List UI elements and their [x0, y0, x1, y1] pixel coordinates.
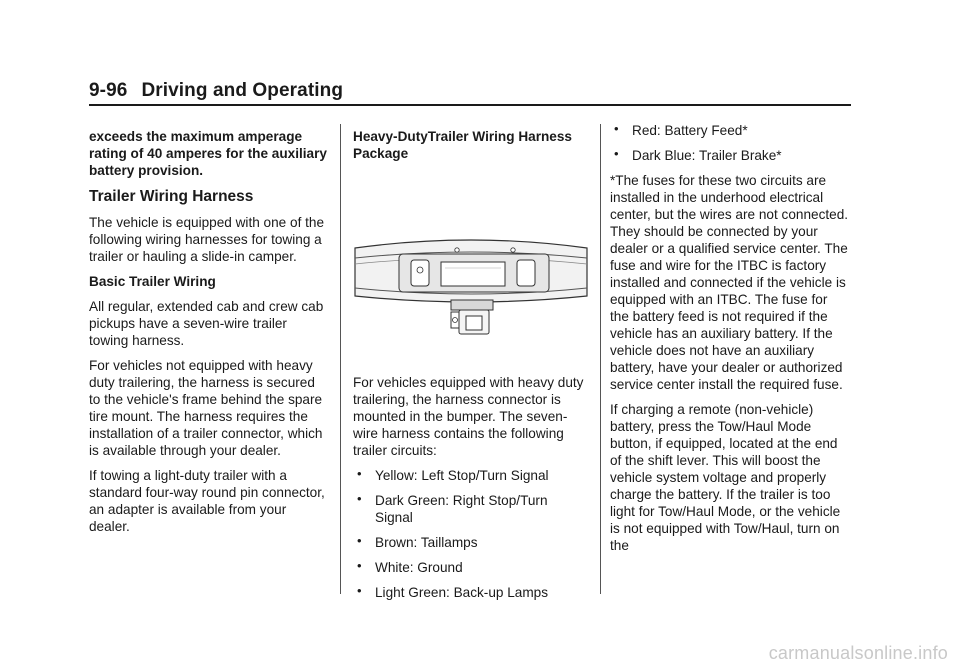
list-item: • Brown: Taillamps [357, 533, 478, 550]
column-2 [353, 128, 588, 609]
bullet-icon: • [614, 121, 619, 136]
section-name: Driving and Operating [141, 80, 344, 101]
column-3 [610, 122, 850, 562]
bumper-connector-illustration [353, 210, 589, 340]
paragraph: For vehicles equipped with heavy duty trailering, the harness connector is mounted in the bumper. The seven-wire harness contains the following trailer circuits: [353, 375, 584, 458]
paragraph: *The fuses for these two circuits are installed in the underhood electrical center, but the wires are not connected. They should be connected by your dealer or a qualified service center. The fuse and wire for the ITBC is factory installed and connected if the vehicle is equipped with an ITBC. The fuse for the battery feed is not required if the vehicle has an auxiliary battery. If the vehicle does not have an auxiliary battery, have your dealer or authorized service center install the required fuse. [610, 173, 849, 392]
circuit-list [353, 467, 588, 601]
column-divider [600, 124, 601, 594]
bullet-icon: • [357, 533, 362, 548]
paragraph: All regular, extended cab and crew cab pickups have a seven-wire trailer towing harness. [89, 299, 324, 348]
list-item: • Light Green: Back-up Lamps [357, 583, 549, 600]
list-item: • Dark Green: Right Stop/Turn Signal [357, 491, 548, 525]
column-divider [340, 124, 341, 594]
continued-paragraph: exceeds the maximum amperage rating of 40 amperes for the auxiliary battery provision. [89, 129, 327, 178]
column-1 [89, 128, 329, 543]
bullet-icon: • [357, 583, 362, 598]
list-item: • Yellow: Left Stop/Turn Signal [357, 466, 549, 483]
bullet-icon: • [614, 146, 619, 161]
paragraph: If towing a light-duty trailer with a standard four-way round pin connector, an adapter is available from your dealer. [89, 468, 325, 534]
page-title [89, 80, 851, 102]
bullet-icon: • [357, 466, 362, 481]
list-item: • Red: Battery Feed* [614, 121, 748, 138]
paragraph: If charging a remote (non-vehicle) battery, press the Tow/Haul Mode button, if equipped, located at the end of the shift lever. This will boost the vehicle system voltage and properly charge the battery. If the trailer is too light for Tow/Haul Mode, or the vehicle is not equipped with Tow/Haul, turn on the [610, 402, 841, 553]
paragraph: For vehicles not equipped with heavy duty trailering, the harness is secured to the vehicle's frame behind the spare tire mount. The harness requires the installation of a trailer connector, which is available through your dealer. [89, 358, 323, 458]
bullet-icon: • [357, 491, 362, 506]
page-number: 9-96 [89, 80, 128, 101]
list-item: • White: Ground [357, 558, 463, 575]
list-item: • Dark Blue: Trailer Brake* [614, 146, 782, 163]
page-header [89, 80, 851, 106]
header-rule [89, 104, 851, 106]
section-title: Trailer Wiring Harness [89, 188, 254, 205]
subheading-basic-wiring: Basic Trailer Wiring [89, 274, 216, 289]
subheading-heavy-duty: Heavy-DutyTrailer Wiring Harness Package [353, 129, 572, 161]
watermark: carmanualsonline.info [768, 643, 948, 663]
circuit-list-continued [610, 122, 850, 164]
bullet-icon: • [357, 558, 362, 573]
paragraph: The vehicle is equipped with one of the following wiring harnesses for towing a trailer or hauling a slide-in camper. [89, 215, 325, 264]
